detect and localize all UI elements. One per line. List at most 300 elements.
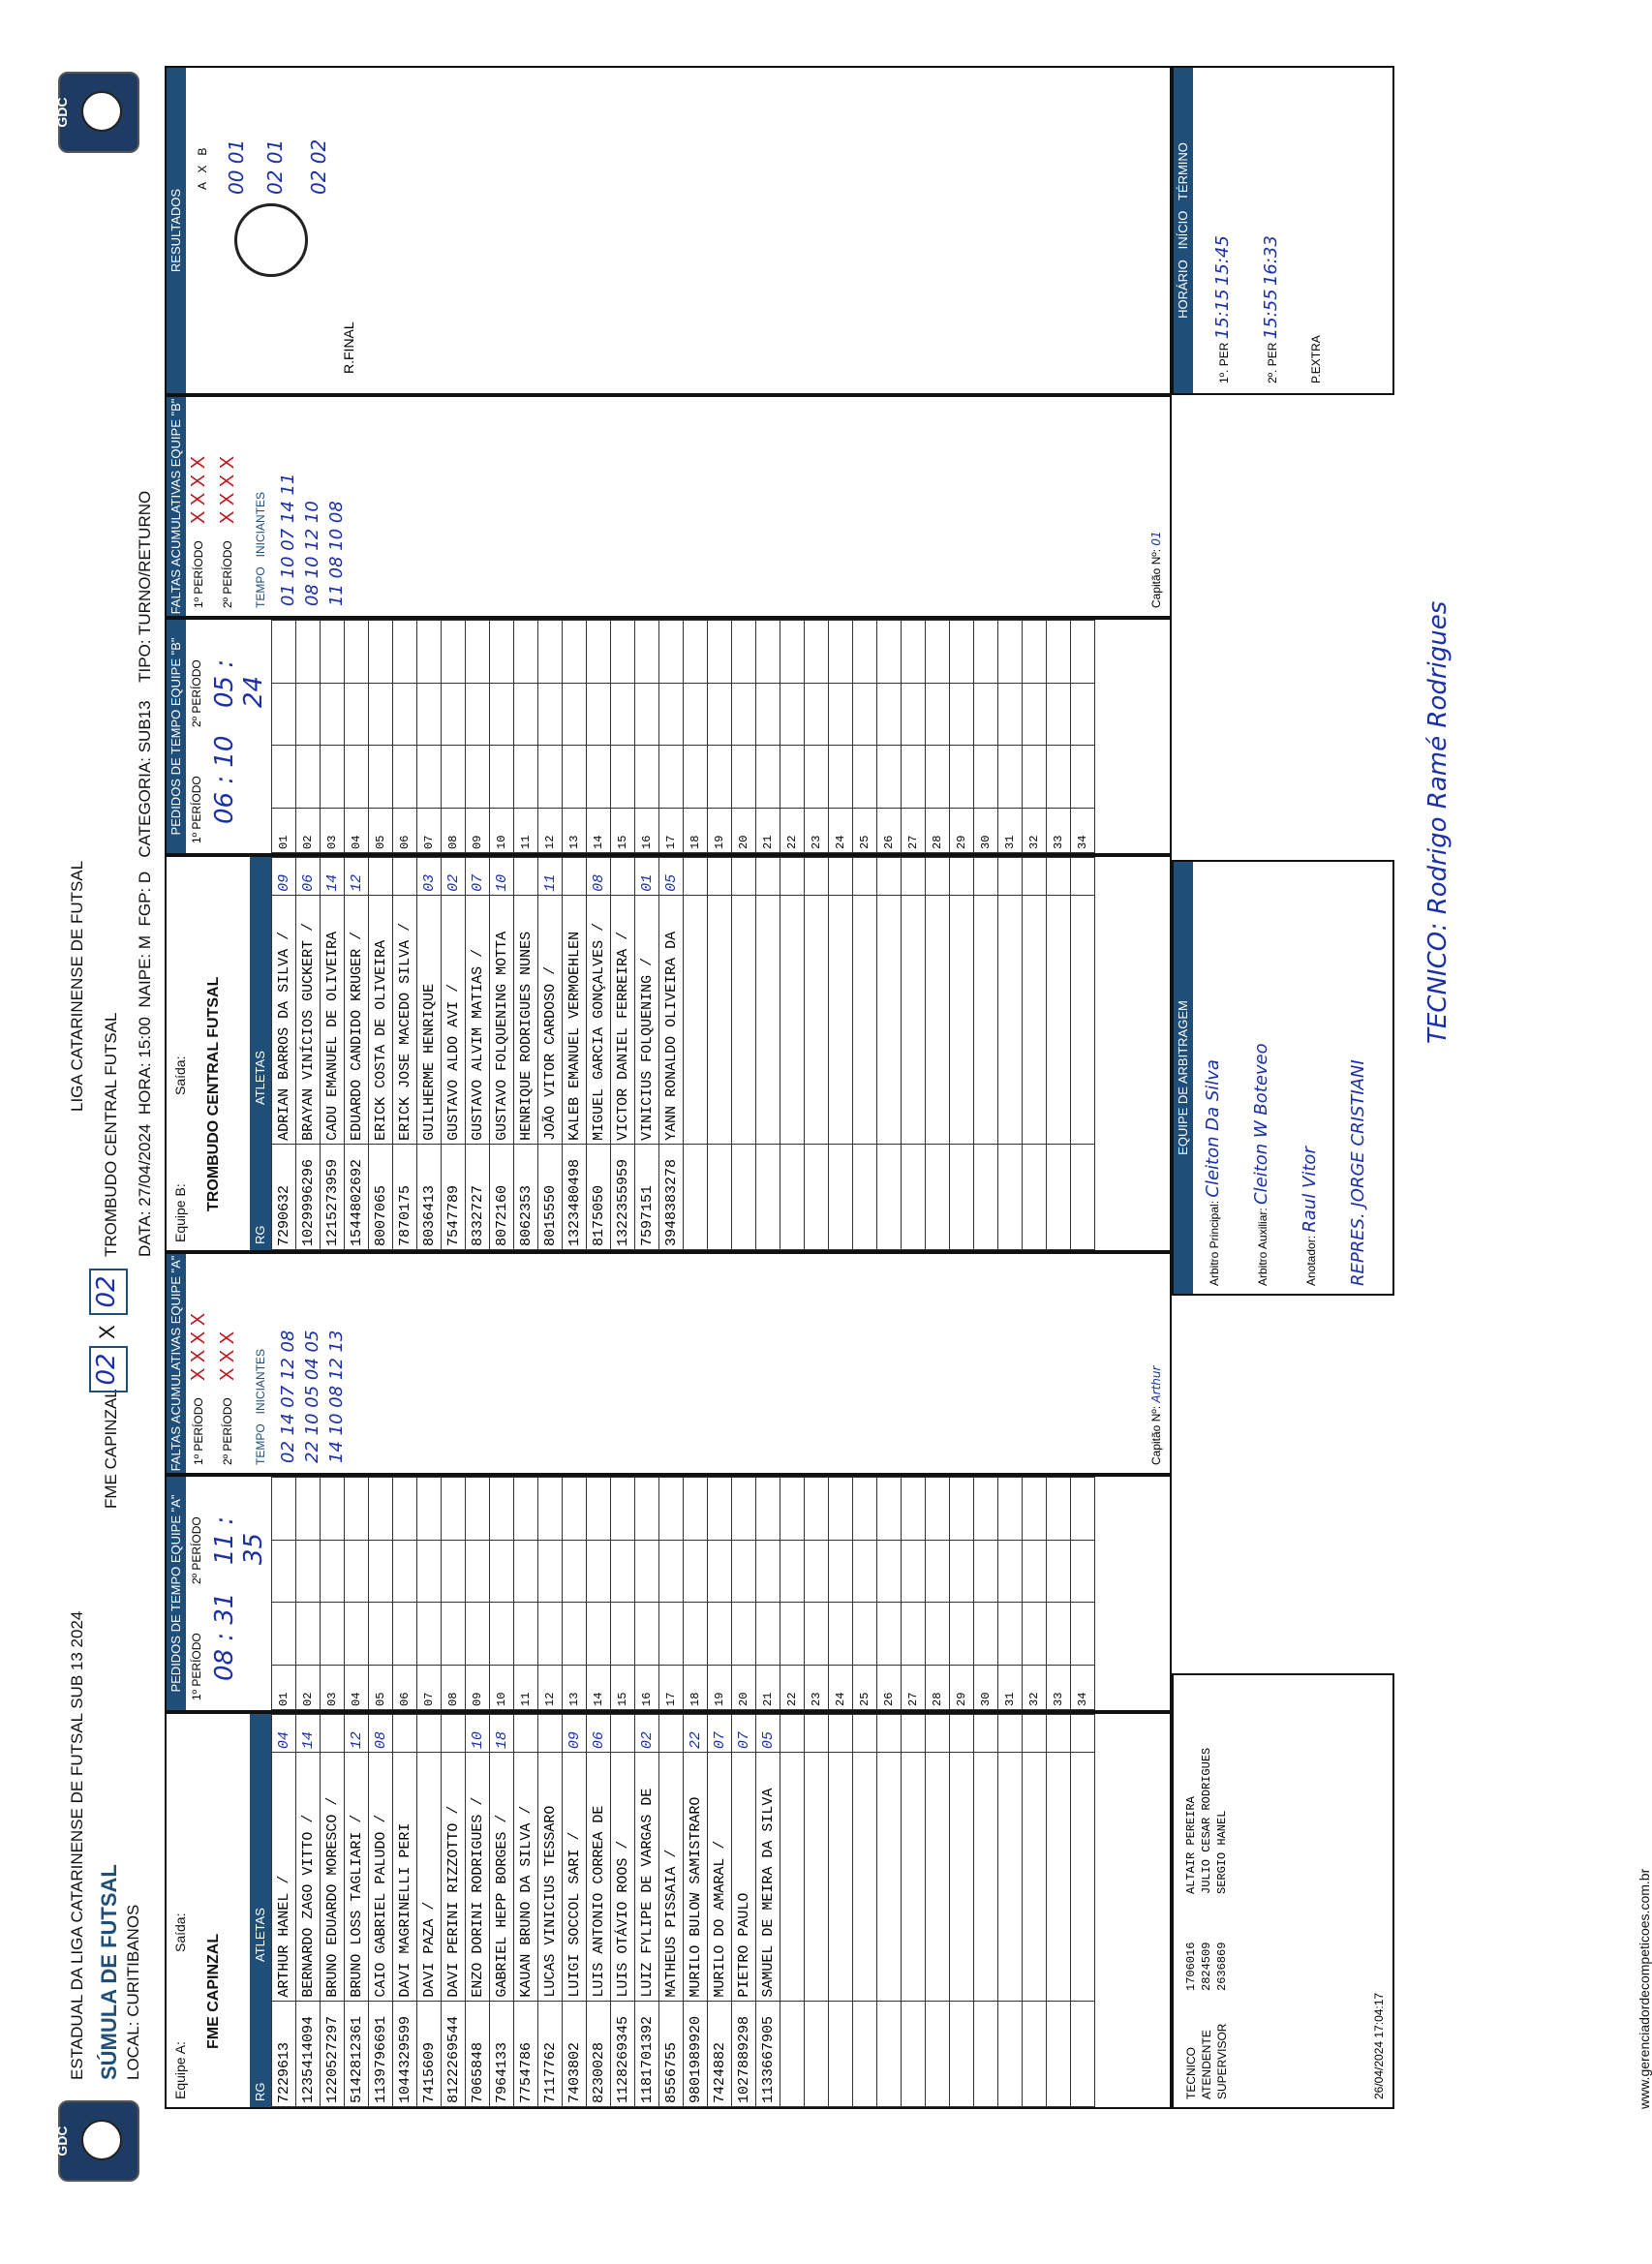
goal-cell [369,621,393,684]
rg-cell: 8072160 [490,1144,514,1249]
goal-number-cell: 22 [780,809,805,853]
number-cell [514,1715,538,1753]
team-a-name-top: FME CAPINZAL [102,1389,120,1509]
goal-row [926,1478,950,1710]
number-cell [1023,858,1047,896]
number-cell: 22 [684,1715,708,1753]
table-row [1071,1715,1095,2107]
goal-cell [829,1478,853,1541]
goal-cell [902,621,926,684]
goal-cell [563,746,587,809]
goal-cell [853,1603,877,1666]
goal-cell [417,621,442,684]
goal-cell [998,683,1023,746]
rg-cell [1023,2001,1047,2106]
table-row [877,1715,902,2107]
goal-cell [272,1478,296,1541]
rg-cell: 1139796691 [369,2001,393,2106]
rg-cell [829,1144,853,1249]
goal-cell [1047,1478,1071,1541]
goal-row [998,621,1023,853]
rg-cell: 1128269345 [611,2001,635,2106]
goal-cell [321,746,345,809]
athlete-cell [1071,895,1095,1144]
number-cell [611,858,635,896]
goal-cell [950,621,974,684]
capitao-a: Capitão Nº: Arthur [1149,1365,1163,1465]
goal-row [611,621,635,853]
goal-cell [1047,621,1071,684]
goal-cell [1047,683,1071,746]
rg-cell: 1133667905 [756,2001,780,2106]
tecnico-signature-label: TECNICO: Rodrigo Ramé Rodrigues [1423,600,1453,1044]
goal-cell [974,683,998,746]
goal-cell [1023,1478,1047,1541]
goal-cell [563,1603,587,1666]
goal-row [732,621,756,853]
goal-cell [1023,1540,1047,1603]
athlete-cell: MIGUEL GARCIA GONÇALVES / [587,895,611,1144]
athlete-cell: CAIO GABRIEL PALUDO / [369,1753,393,2002]
goal-cell [684,621,708,684]
goal-cell [345,1478,369,1541]
rg-cell [926,1144,950,1249]
goal-cell [1071,1540,1095,1603]
table-row [514,1715,538,2107]
number-cell: 03 [417,858,442,896]
goal-cell [998,746,1023,809]
goal-row [829,621,853,853]
goal-cell [1071,621,1095,684]
goal-row [563,1478,587,1710]
goal-cell [708,683,732,746]
athlete-cell: JOÃO VITOR CARDOSO / [538,895,563,1144]
athlete-cell: ARTHUR HANEL / [272,1753,296,2002]
goal-cell [272,746,296,809]
goal-cell [659,683,684,746]
goal-cell [514,746,538,809]
goal-cell [538,746,563,809]
number-cell: 02 [635,1715,659,1753]
goal-cell [538,1603,563,1666]
number-cell: 10 [490,858,514,896]
goal-cell [756,1540,780,1603]
number-cell [442,1715,466,1753]
goal-number-cell: 13 [563,1666,587,1710]
number-cell: 04 [272,1715,296,1753]
number-cell [756,858,780,896]
goal-number-cell: 34 [1071,809,1095,853]
goal-number-cell: 17 [659,809,684,853]
number-cell [780,1715,805,1753]
athlete-cell: BRUNO EDUARDO MORESCO / [321,1753,345,2002]
results-cols: A X B [196,147,209,190]
league-logo-tag: GDC [54,2126,70,2157]
goal-cell [490,683,514,746]
athlete-cell [756,895,780,1144]
goal-number-cell: 23 [805,809,829,853]
result-row-2: 02 01 [263,138,287,195]
goal-cell [732,683,756,746]
number-cell [950,1715,974,1753]
athlete-cell [902,1753,926,2002]
rg-cell [998,2001,1023,2106]
goal-cell [466,1603,490,1666]
team-b-name: TROMBUDO CENTRAL FUTSAL [205,976,222,1211]
goal-cell [998,1478,1023,1541]
goal-cell [974,746,998,809]
soccer-ball-icon [234,203,308,277]
goal-cell [684,746,708,809]
goal-row [466,621,490,853]
table-row [659,858,684,1250]
number-cell [998,858,1023,896]
rg-cell [950,1144,974,1249]
goal-cell [490,1478,514,1541]
goal-cell [659,1603,684,1666]
faltas-b-p1: 1º PERÍODO [192,540,205,608]
rg-cell: 1220527297 [321,2001,345,2106]
table-row [974,1715,998,2107]
athlete-cell [684,895,708,1144]
goal-cell [1047,1540,1071,1603]
number-cell: 10 [466,1715,490,1753]
faltas-b-marks-2: X X X X [217,455,238,524]
goal-cell [877,621,902,684]
athlete-cell: ENZO DORINI RODRIGUES / [466,1753,490,2002]
number-cell [417,1715,442,1753]
goal-cell [490,621,514,684]
team-b-col-head: RG ATLETAS [250,857,271,1250]
goal-number-cell: 27 [902,809,926,853]
capitao-b: Capitão Nº: 01 [1149,531,1163,608]
number-cell [853,1715,877,1753]
goal-row [345,621,369,853]
athlete-cell: GUSTAVO ALVIM MATIAS / [466,895,490,1144]
goal-number-cell: 04 [345,1666,369,1710]
rg-cell [732,1144,756,1249]
athlete-cell [877,895,902,1144]
number-cell [563,858,587,896]
goal-cell [732,1540,756,1603]
table-row [272,858,296,1250]
goal-row [1047,1478,1071,1710]
goal-number-cell: 28 [926,809,950,853]
goal-row [442,621,466,853]
goal-number-cell: 05 [369,1666,393,1710]
athlete-cell [926,1753,950,2002]
goal-cell [466,1478,490,1541]
goal-cell [296,746,321,809]
faltas-a-p2: 2º PERÍODO [221,1397,234,1465]
goal-number-cell: 31 [998,809,1023,853]
goal-number-cell: 20 [732,809,756,853]
goal-cell [369,1478,393,1541]
athlete-cell [732,895,756,1144]
rg-cell [853,1144,877,1249]
athlete-cell: PIETRO PAULO [732,1753,756,2002]
table-row [1047,1715,1071,2107]
goal-number-cell: 17 [659,1666,684,1710]
staff-a-ids: 1706016 2824509 2636869 [1184,1942,1229,1991]
tempo-a-1: 08 : 31 [210,1592,239,1681]
number-cell: 07 [708,1715,732,1753]
goal-number-cell: 28 [926,1666,950,1710]
goal-cell [514,1540,538,1603]
goal-number-cell: 22 [780,1666,805,1710]
rg-cell: 5142812361 [345,2001,369,2106]
athlete-cell [829,895,853,1144]
goal-cell [296,1603,321,1666]
table-row [853,858,877,1250]
goal-cell [780,683,805,746]
rg-cell: 1027889298 [732,2001,756,2106]
league-logo [54,2100,139,2182]
table-row [369,858,393,1250]
goal-row [296,621,321,853]
table-row [442,1715,466,2107]
rg-cell: 1215273959 [321,1144,345,1249]
goal-cell [877,1540,902,1603]
athlete-cell: KALEB EMANUEL VERMOEHLEN [563,895,587,1144]
goal-cell [442,746,466,809]
tempo-b-2: 05 : 24 [210,658,268,708]
rg-cell: 1235414094 [296,2001,321,2106]
number-cell: 08 [369,1715,393,1753]
number-cell [805,1715,829,1753]
table-row [321,1715,345,2107]
number-cell [998,1715,1023,1753]
athlete-cell: DAVI PAZA / [417,1753,442,2002]
number-cell [393,858,417,896]
faltas-b-title: FALTAS ACUMULATIVAS EQUIPE "B" [167,397,186,616]
goal-row [974,621,998,853]
goal-cell [635,1540,659,1603]
team-b-name-top: TROMBUDO CENTRAL FUTSAL [102,1012,120,1257]
goal-cell [684,1603,708,1666]
goal-cell [926,1603,950,1666]
number-cell: 07 [466,858,490,896]
goal-row [998,1478,1023,1710]
rg-cell: 7415609 [417,2001,442,2106]
iniciantes-b-2: 08 10 12 10 [302,501,322,606]
goal-cell [732,621,756,684]
goal-number-cell: 18 [684,1666,708,1710]
goal-number-cell: 33 [1047,1666,1071,1710]
goal-row [659,1478,684,1710]
goal-cell [442,683,466,746]
goal-row [538,621,563,853]
goal-cell [321,1540,345,1603]
athlete-cell [902,895,926,1144]
goal-row [563,621,587,853]
rg-cell: 1323480498 [563,1144,587,1249]
score-b-box: 02 [89,1269,128,1315]
table-row [538,858,563,1250]
rg-cell: 8175050 [587,1144,611,1249]
goal-cell [296,1478,321,1541]
periodo1-b: 1º PERÍODO [190,776,203,843]
faltas-a-title: FALTAS ACUMULATIVAS EQUIPE "A" [167,1254,186,1473]
goal-cell [345,746,369,809]
goal-cell [998,621,1023,684]
goal-cell [877,1478,902,1541]
goal-number-cell: 08 [442,1666,466,1710]
horario-2per: 2º. PER 15:55 16:33 [1261,235,1281,383]
arbitro-principal: Arbitro Principal: Cleiton Da Silva [1203,1059,1223,1286]
goal-number-cell: 31 [998,1666,1023,1710]
goal-row [708,1478,732,1710]
athlete-cell: BRUNO LOSS TAGLIARI / [345,1753,369,2002]
goal-number-cell: 26 [877,1666,902,1710]
goal-cell [587,1540,611,1603]
rg-cell [805,1144,829,1249]
rg-cell: 3948383278 [659,1144,684,1249]
anotador: Anotador: Raul Vitor [1300,1147,1320,1286]
number-cell: 08 [587,858,611,896]
goal-cell [829,1540,853,1603]
faltas-b-p2: 2º PERÍODO [221,540,234,608]
goal-number-cell: 02 [296,809,321,853]
goal-cell [829,1603,853,1666]
athlete-cell: BERNARDO ZAGO VITTO / [296,1753,321,2002]
goal-number-cell: 07 [417,1666,442,1710]
result-row-3: 02 02 [307,138,330,195]
rg-cell: 7117762 [538,2001,563,2106]
athlete-cell: ERICK COSTA DE OLIVEIRA [369,895,393,1144]
goal-number-cell: 10 [490,1666,514,1710]
goal-row [538,1478,563,1710]
rg-cell [1071,1144,1095,1249]
goal-number-cell: 16 [635,809,659,853]
number-cell: 11 [538,858,563,896]
number-cell [514,858,538,896]
horario-1per: 1º. PER 15:15 15:45 [1212,235,1233,383]
table-row [272,1715,296,2107]
saida-a-label: Saída: [172,1912,188,1952]
goal-cell [538,621,563,684]
athlete-cell: CADU EMANUEL DE OLIVEIRA [321,895,345,1144]
rg-cell [877,1144,902,1249]
results-panel [165,66,1172,395]
goal-cell [442,1603,466,1666]
team-a-panel [165,1712,1172,2109]
table-row [708,858,732,1250]
goal-cell [659,621,684,684]
goal-row [490,621,514,853]
athlete-cell [998,1753,1023,2002]
goal-cell [902,1478,926,1541]
athlete-cell [1071,1753,1095,2002]
goal-row [417,621,442,853]
goal-row [345,1478,369,1710]
goal-number-cell: 25 [853,809,877,853]
table-row [732,1715,756,2107]
goal-cell [417,1540,442,1603]
athlete-cell: LUIS OTÁVIO ROOS / [611,1753,635,2002]
table-row [345,1715,369,2107]
goal-row [902,621,926,853]
goal-cell [442,1478,466,1541]
athlete-cell: GABRIEL HEPP BORGES / [490,1753,514,2002]
number-cell [1071,858,1095,896]
goal-cell [732,746,756,809]
goal-cell [780,621,805,684]
athlete-cell [780,895,805,1144]
number-cell: 06 [587,1715,611,1753]
faltas-a-marks-1: X X X X [188,1312,209,1381]
table-row [998,1715,1023,2107]
rg-cell [902,1144,926,1249]
number-cell: 07 [732,1715,756,1753]
goal-cell [708,621,732,684]
goal-cell [393,1478,417,1541]
athlete-cell [926,895,950,1144]
ball-icon [81,91,122,132]
goal-row [514,621,538,853]
iniciantes-a-2: 22 10 05 04 05 [302,1330,322,1463]
athlete-cell: ADRIAN BARROS DA SILVA / [272,895,296,1144]
goal-row [732,1478,756,1710]
goal-number-cell: 11 [514,1666,538,1710]
number-cell [974,858,998,896]
ball-icon [81,2120,122,2160]
athlete-cell: GUSTAVO ALDO AVI / [442,895,466,1144]
athlete-cell [877,1753,902,2002]
team-a-fouls-panel [165,1252,1172,1475]
goal-number-cell: 04 [345,809,369,853]
goal-cell [635,1478,659,1541]
goal-cell [684,1540,708,1603]
goal-row [950,621,974,853]
goal-number-cell: 14 [587,809,611,853]
horario-extra: P.EXTRA [1309,335,1323,383]
table-row [708,1715,732,2107]
number-cell [1047,1715,1071,1753]
number-cell [321,1715,345,1753]
goal-cell [926,1540,950,1603]
goal-cell [805,1478,829,1541]
goal-row [974,1478,998,1710]
goal-number-cell: 30 [974,809,998,853]
table-row [490,858,514,1250]
goal-cell [756,1603,780,1666]
goal-row [417,1478,442,1710]
rg-cell: 8556755 [659,2001,684,2106]
number-cell [659,1715,684,1753]
team-b-fouls-panel [165,395,1172,618]
goal-number-cell: 13 [563,809,587,853]
rg-cell [853,2001,877,2106]
athlete-cell: DAVI PERINI RIZZOTTO / [442,1753,466,2002]
number-cell: 01 [635,858,659,896]
goal-cell [877,746,902,809]
faltas-a-p1: 1º PERÍODO [192,1397,205,1465]
goal-cell [732,1603,756,1666]
rg-cell [1047,2001,1071,2106]
rg-cell: 7597151 [635,1144,659,1249]
table-row [611,858,635,1250]
print-timestamp: 26/04/2024 17:04:17 [1372,1992,1386,2099]
table-row [853,1715,877,2107]
number-cell [902,1715,926,1753]
goal-row [829,1478,853,1710]
athlete-cell: DAVI MAGRINELLI PERI [393,1753,417,2002]
team-a-col-head: RG ATLETAS [250,1714,271,2107]
goal-cell [1023,746,1047,809]
goal-number-cell: 16 [635,1666,659,1710]
goal-cell [635,746,659,809]
